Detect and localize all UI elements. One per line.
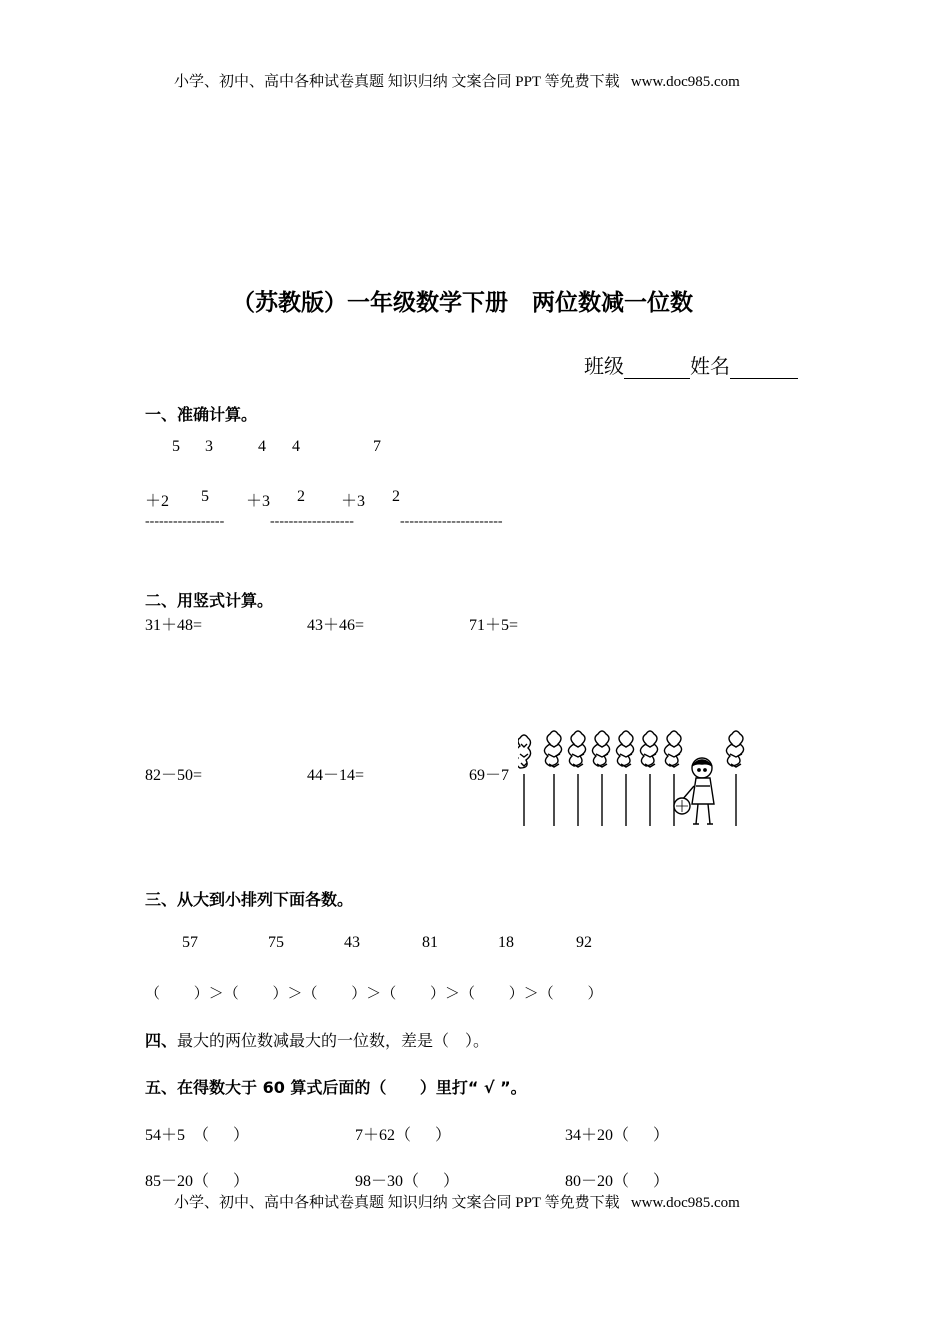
page-footer: 小学、初中、高中各种试卷真题 知识归纳 文案合同 PPT 等免费下载 www.doc985.com — [174, 1195, 740, 1211]
section-4-line — [145, 1028, 489, 1051]
s2-problem: 71＋5= — [469, 617, 519, 634]
s1-top-digit: 5 — [172, 438, 180, 455]
tree-icon — [518, 735, 531, 826]
s5-item[interactable]: 7＋62（ ） — [355, 1127, 452, 1144]
s1-dash-line: ---------------------- — [400, 514, 503, 529]
s3-number: 92 — [576, 934, 592, 951]
section-2-heading: 二、用竖式计算。 — [145, 591, 274, 610]
s5-item[interactable]: 98－30（ ） — [355, 1173, 460, 1190]
s5-item[interactable]: 34＋20（ ） — [565, 1127, 670, 1144]
s2-problem: 69－7 — [469, 767, 510, 784]
s3-number: 18 — [498, 934, 514, 951]
page-header: 小学、初中、高中各种试卷真题 知识归纳 文案合同 PPT 等免费下载 www.doc985.com — [174, 74, 740, 90]
tree-icon — [568, 731, 585, 826]
tree-icon — [544, 731, 561, 826]
tree-icon — [592, 731, 609, 826]
s3-number: 57 — [182, 934, 198, 951]
section-1-heading: 一、准确计算。 — [145, 405, 258, 424]
s1-top-digit: 4 — [292, 438, 300, 455]
page-title: （苏教版）一年级数学下册 两位数减一位数 — [232, 290, 694, 316]
class-blank[interactable] — [624, 358, 690, 379]
s2-problem: 31＋48= — [145, 617, 203, 634]
section-4-text: 最大的两位数减最大的一位数，差是（ ）。 — [177, 1033, 490, 1050]
name-label: 姓名 — [690, 356, 730, 378]
s1-bottom-digit: 2 — [392, 488, 400, 505]
s2-problem: 82－50= — [145, 767, 203, 784]
trees-girl-illustration — [518, 728, 762, 832]
s1-dash-line: ------------------ — [270, 514, 354, 529]
s1-top-digit: 4 — [258, 438, 266, 455]
s5-item[interactable]: 80－20（ ） — [565, 1173, 670, 1190]
s1-bottom-digit: ＋3 — [246, 493, 271, 510]
s5-item[interactable]: 85－20（ ） — [145, 1173, 250, 1190]
s1-bottom-digit: 5 — [201, 488, 209, 505]
name-blank[interactable] — [730, 358, 798, 379]
s3-number: 81 — [422, 934, 438, 951]
tree-icon — [640, 731, 657, 826]
tree-icon — [726, 731, 743, 826]
s1-bottom-digit: 2 — [297, 488, 305, 505]
s2-problem: 43＋46= — [307, 617, 365, 634]
s2-problem: 44－14= — [307, 767, 365, 784]
class-name-line — [584, 350, 798, 379]
section-5-heading: 五、在得数大于 60 算式后面的（ ）里打“ √ ”。 — [145, 1078, 527, 1097]
section-4-number: 四、 — [145, 1031, 178, 1050]
s3-number: 75 — [268, 934, 284, 951]
s1-bottom-digit: ＋2 — [145, 493, 170, 510]
s1-top-digit: 7 — [373, 438, 381, 455]
s3-answer-blanks[interactable]: （ ）＞（ ）＞（ ）＞（ ）＞（ ）＞（ ） — [145, 986, 603, 1002]
section-3-heading: 三、从大到小排列下面各数。 — [145, 890, 354, 909]
s1-top-digit: 3 — [205, 438, 213, 455]
s3-number: 43 — [344, 934, 360, 951]
s1-dash-line: ----------------- — [145, 514, 225, 529]
class-label: 班级 — [584, 356, 624, 378]
tree-icon — [616, 731, 633, 826]
s5-item[interactable]: 54＋5 （ ） — [145, 1127, 250, 1144]
girl-with-net-icon — [674, 758, 714, 824]
s1-bottom-digit: ＋3 — [341, 493, 366, 510]
